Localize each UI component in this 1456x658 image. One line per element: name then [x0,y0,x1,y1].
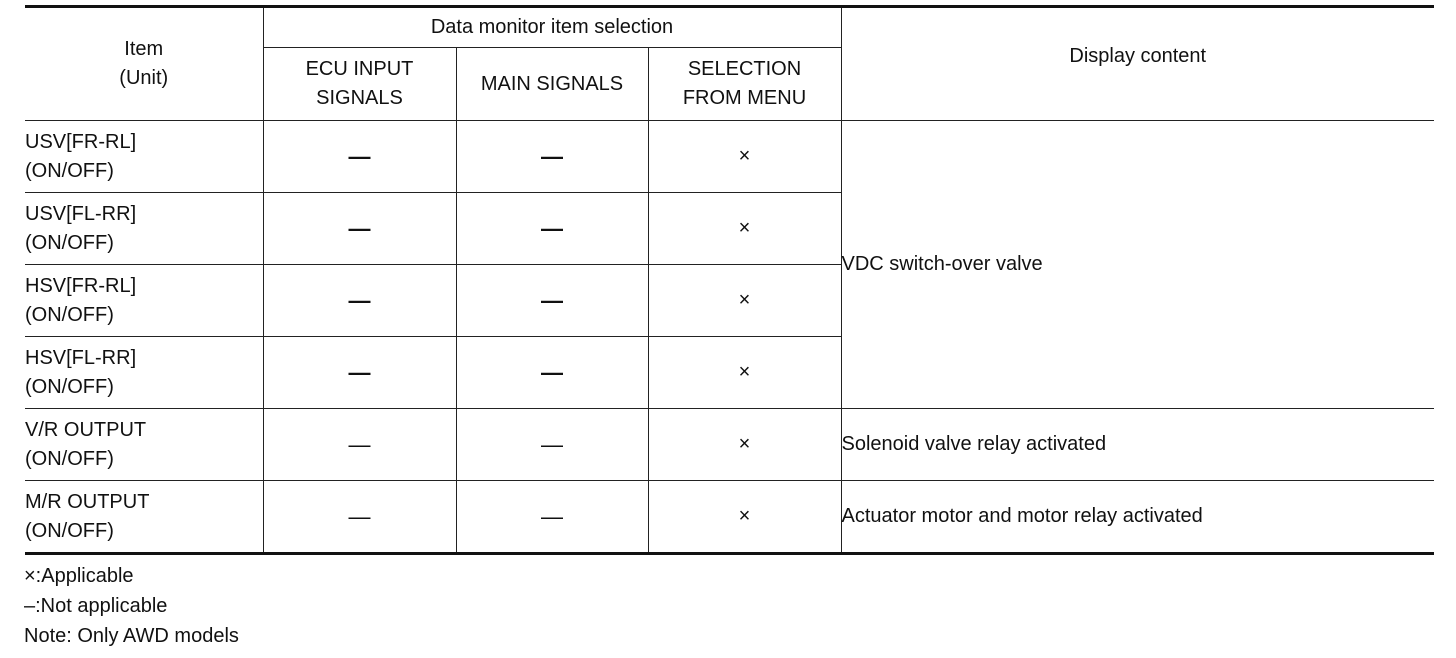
legend-not-applicable: –:Not applicable [24,595,168,617]
item-cell: HSV[FR-RL] (ON/OFF) [25,265,263,337]
data-monitor-table [25,5,1434,555]
selection-from-menu-cell: × [648,481,841,554]
ecu-input-cell: — [263,337,456,409]
main-signals-cell: — [456,121,648,193]
table-row [25,481,1434,554]
main-signals-cell: — [456,481,648,554]
header-row-1 [25,7,1434,48]
header-main-signals: MAIN SIGNALS [456,48,648,121]
header-display-content: Display content [841,7,1434,121]
main-signals-cell: — [456,193,648,265]
header-ecu-input-signals: ECU INPUT SIGNALS [263,48,456,121]
header-selection-from-menu: SELECTION FROM MENU [648,48,841,121]
ecu-input-cell: — [263,121,456,193]
header-item-unit: Item (Unit) [25,7,263,121]
item-cell: HSV[FL-RR] (ON/OFF) [25,337,263,409]
main-signals-cell: — [456,337,648,409]
table-row [25,409,1434,481]
selection-from-menu-cell: × [648,265,841,337]
item-cell: USV[FL-RR] (ON/OFF) [25,193,263,265]
item-cell: M/R OUTPUT (ON/OFF) [25,481,263,554]
ecu-input-cell: — [263,193,456,265]
selection-from-menu-cell: × [648,121,841,193]
main-signals-cell: — [456,265,648,337]
selection-from-menu-cell: × [648,193,841,265]
ecu-input-cell: — [263,481,456,554]
ecu-input-cell: — [263,265,456,337]
ecu-input-cell: — [263,409,456,481]
display-content-cell: VDC switch-over valve [841,121,1434,409]
display-content-cell: Solenoid valve relay activated [841,409,1434,481]
legend [25,561,1434,651]
main-signals-cell: — [456,409,648,481]
legend-note: Note: Only AWD models [24,625,239,647]
selection-from-menu-cell: × [648,337,841,409]
legend-applicable: ×:Applicable [24,565,134,587]
item-cell: USV[FR-RL] (ON/OFF) [25,121,263,193]
item-cell: V/R OUTPUT (ON/OFF) [25,409,263,481]
selection-from-menu-cell: × [648,409,841,481]
document [25,5,1434,651]
display-content-cell: Actuator motor and motor relay activated [841,481,1434,554]
table-row [25,121,1434,193]
header-data-monitor-item-selection: Data monitor item selection [263,7,841,48]
